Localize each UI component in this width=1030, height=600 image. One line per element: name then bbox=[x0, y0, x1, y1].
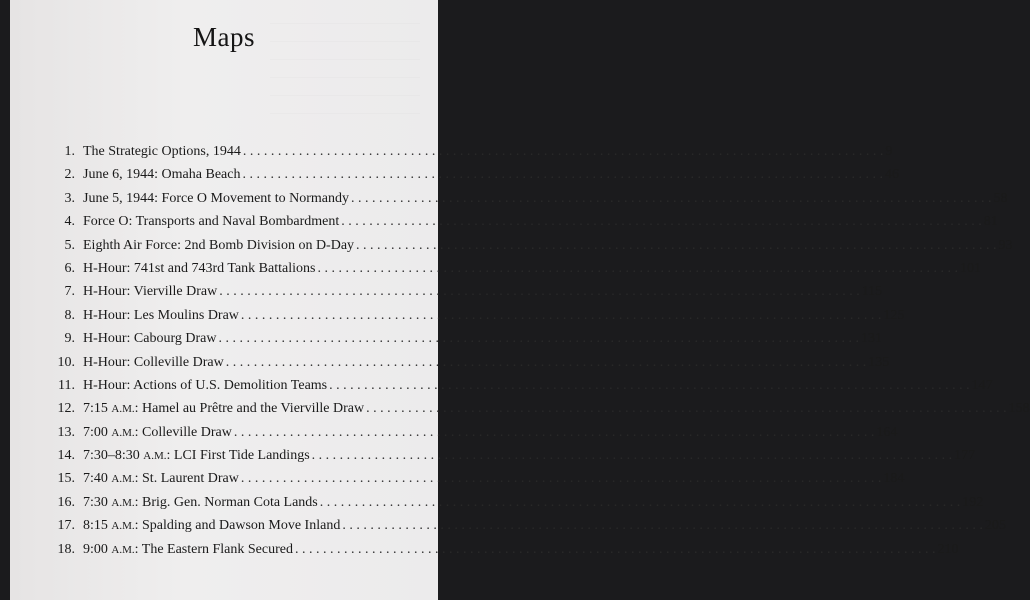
entry-page-number: 58 bbox=[993, 190, 1008, 206]
entry-title-text: H-Hour: Les Moulins Draw bbox=[83, 307, 239, 323]
entry-number: 9. bbox=[64, 331, 75, 347]
entry-page-number: 101 bbox=[959, 260, 981, 276]
list-item bbox=[47, 538, 959, 561]
entry-meridiem: A.M. bbox=[111, 426, 135, 439]
entry-title bbox=[83, 327, 217, 350]
entry-title-text: : St. Laurent Draw bbox=[134, 471, 239, 487]
entry-number: 16. bbox=[57, 494, 75, 510]
entry-page-number: 135 bbox=[868, 354, 890, 370]
entry-number: 14. bbox=[57, 448, 75, 464]
entry-page-number: 46 bbox=[884, 167, 899, 183]
book-page bbox=[10, 0, 1030, 600]
entry-time: 7:40 bbox=[83, 471, 108, 487]
list-item bbox=[47, 374, 993, 397]
entry-title bbox=[83, 491, 318, 515]
entry-page-number: 115 bbox=[861, 284, 883, 300]
entry-title bbox=[83, 374, 327, 397]
dot-leader bbox=[354, 234, 999, 257]
entry-title-text: Force O: Transports and Naval Bombardment bbox=[83, 214, 340, 230]
entry-number: 5. bbox=[64, 237, 75, 253]
entry-title-text: H-Hour: Colleville Draw bbox=[83, 354, 224, 370]
entry-number: 13. bbox=[57, 424, 75, 440]
entry-title-text: : Brig. Gen. Norman Cota Lands bbox=[134, 494, 318, 510]
entry-number: 3. bbox=[64, 190, 75, 206]
list-item bbox=[47, 491, 984, 514]
dot-leader bbox=[232, 421, 877, 444]
entry-number: 8. bbox=[64, 307, 75, 323]
dot-leader bbox=[340, 514, 985, 537]
entry-meridiem: A.M. bbox=[111, 543, 135, 556]
entry-title-text: June 6, 1944: Omaha Beach bbox=[83, 167, 241, 183]
entry-meridiem: A.M. bbox=[111, 403, 135, 416]
entry-page-number: 205 bbox=[984, 518, 1006, 534]
entry-title bbox=[83, 140, 241, 163]
entry-number: 10. bbox=[57, 354, 75, 370]
dot-leader bbox=[318, 491, 963, 514]
list-item bbox=[47, 514, 1006, 537]
entry-title bbox=[83, 538, 293, 562]
entry-time: 8:15 bbox=[83, 518, 108, 534]
entry-title bbox=[83, 163, 240, 186]
entry-number: 11. bbox=[58, 377, 75, 393]
list-item bbox=[47, 444, 976, 467]
page-title: Maps bbox=[193, 22, 255, 52]
entry-title-text: H-Hour: 741st and 743rd Tank Battalions bbox=[83, 260, 316, 276]
entry-title bbox=[83, 351, 224, 374]
entry-meridiem: A.M. bbox=[111, 496, 135, 509]
list-item bbox=[47, 257, 981, 280]
list-item bbox=[47, 140, 893, 163]
entry-time: 7:00 bbox=[83, 424, 108, 440]
entry-title bbox=[83, 257, 315, 280]
list-item bbox=[47, 397, 1030, 420]
entry-number: 15. bbox=[57, 471, 75, 487]
list-item bbox=[47, 163, 899, 186]
list-item bbox=[47, 234, 1013, 257]
list-item bbox=[47, 327, 882, 350]
entry-title bbox=[83, 234, 354, 257]
entry-page-number: 147 bbox=[971, 377, 993, 393]
dot-leader bbox=[339, 210, 984, 233]
entry-page-number: 158 bbox=[1008, 401, 1030, 417]
entry-title bbox=[83, 467, 239, 491]
entry-title-text: H-Hour: Vierville Draw bbox=[83, 284, 218, 300]
entry-number: 4. bbox=[64, 214, 75, 230]
dot-leader bbox=[224, 351, 869, 374]
list-item bbox=[47, 467, 905, 490]
list-item bbox=[47, 280, 883, 303]
entry-page-number: 184 bbox=[883, 471, 905, 487]
entry-title-text: : Spalding and Dawson Move Inland bbox=[134, 518, 341, 534]
entry-page-number: 9 bbox=[885, 144, 893, 159]
entry-meridiem: A.M. bbox=[143, 450, 167, 463]
entry-title-text: : The Eastern Flank Secured bbox=[134, 541, 293, 557]
maps-list bbox=[47, 140, 1030, 561]
entry-number: 6. bbox=[64, 260, 75, 276]
entry-number: 12. bbox=[57, 401, 75, 417]
entry-title-text: : Colleville Draw bbox=[134, 424, 232, 440]
dot-leader bbox=[310, 444, 955, 467]
entry-title bbox=[83, 210, 339, 233]
entry-number: 18. bbox=[57, 541, 75, 557]
entry-page-number: 210 bbox=[937, 541, 959, 557]
entry-page-number: 177 bbox=[954, 448, 976, 464]
dot-leader bbox=[239, 467, 884, 490]
entry-title-text: Eighth Air Force: 2nd Bomb Division on D-Day bbox=[83, 237, 355, 253]
entry-time: 7:30–8:30 bbox=[83, 448, 140, 464]
dot-leader bbox=[293, 538, 938, 561]
entry-page-number: 164 bbox=[876, 424, 898, 440]
dot-leader bbox=[327, 374, 972, 397]
entry-page-number: 192 bbox=[962, 494, 984, 510]
entry-title bbox=[83, 421, 232, 445]
entry-page-number: 81 bbox=[983, 214, 998, 230]
entry-title-text: H-Hour: Cabourg Draw bbox=[83, 331, 217, 347]
entry-title bbox=[83, 444, 310, 468]
entry-title bbox=[83, 187, 349, 210]
entry-number: 7. bbox=[64, 284, 75, 300]
entry-title-text: : Hamel au Prêtre and the Vierville Draw bbox=[134, 401, 365, 417]
entry-title-text: The Strategic Options, 1944 bbox=[83, 144, 241, 159]
list-item bbox=[47, 421, 898, 444]
dot-leader bbox=[241, 140, 886, 163]
entry-number: 2. bbox=[64, 167, 75, 183]
dot-leader bbox=[349, 187, 994, 210]
entry-time: 7:30 bbox=[83, 494, 108, 510]
dot-leader bbox=[240, 163, 885, 186]
entry-time: 7:15 bbox=[83, 401, 108, 417]
list-item bbox=[47, 187, 1008, 210]
entry-title-text: : LCI First Tide Landings bbox=[166, 448, 310, 464]
entry-title bbox=[83, 280, 217, 303]
entry-number: 1. bbox=[64, 144, 75, 159]
entry-title-text: H-Hour: Actions of U.S. Demolition Teams bbox=[83, 377, 328, 393]
entry-time: 9:00 bbox=[83, 541, 108, 557]
dot-leader bbox=[364, 397, 1009, 420]
dot-leader bbox=[239, 304, 884, 327]
entry-title bbox=[83, 304, 239, 327]
dot-leader bbox=[315, 257, 960, 280]
entry-meridiem: A.M. bbox=[111, 520, 135, 533]
entry-title bbox=[83, 514, 340, 538]
entry-title bbox=[83, 397, 364, 421]
dot-leader bbox=[217, 327, 862, 350]
entry-page-number: 93 bbox=[998, 237, 1013, 253]
dot-leader bbox=[217, 280, 862, 303]
list-item bbox=[47, 304, 905, 327]
entry-page-number: 125 bbox=[883, 307, 905, 323]
entry-number: 17. bbox=[57, 518, 75, 534]
entry-meridiem: A.M. bbox=[111, 473, 135, 486]
list-item bbox=[47, 351, 890, 374]
entry-title-text: June 5, 1944: Force O Movement to Normandy bbox=[83, 190, 349, 206]
list-item bbox=[47, 210, 998, 233]
entry-page-number: 131 bbox=[861, 331, 882, 347]
